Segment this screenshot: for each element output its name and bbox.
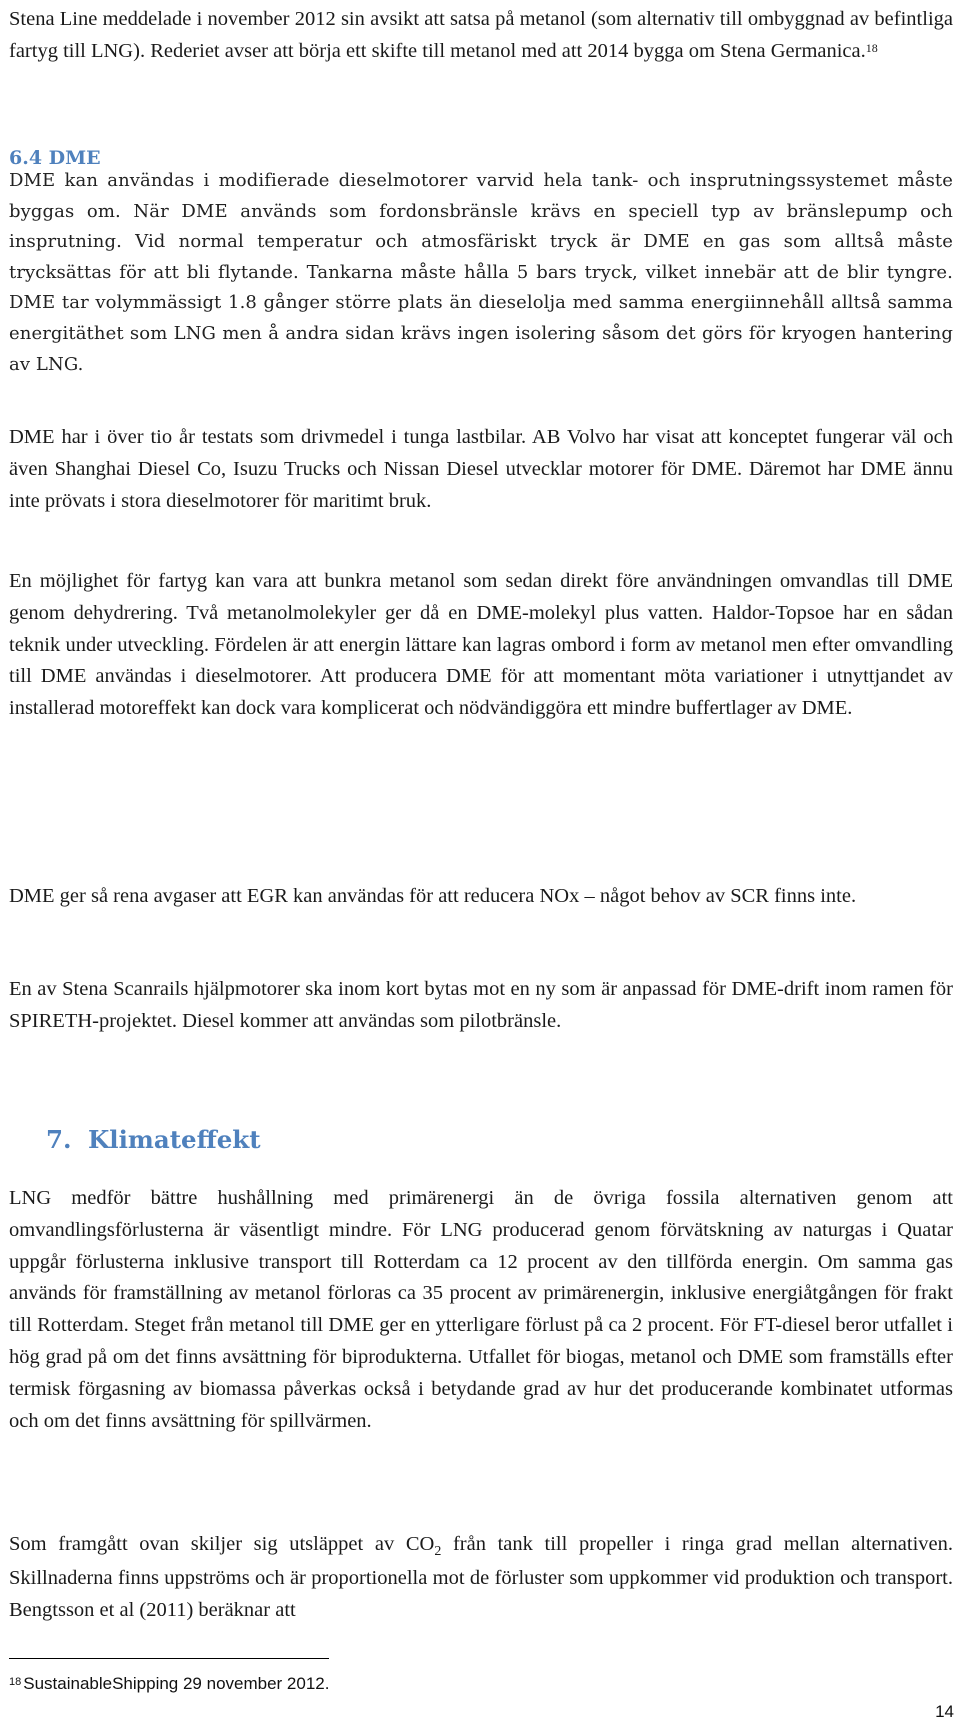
section-heading-6-4: 6.4 DME (9, 147, 101, 169)
footnote (9, 1672, 329, 1696)
co2-text-before: Som framgått ovan skiljer sig utsläppet av CO (9, 1533, 435, 1555)
stena-scanrail-paragraph: En av Stena Scanrails hjälpmotorer ska inom kort bytas mot en ny som är anpassad för DME-drift inom ramen för SPIRETH-projektet. Diesel kommer att användas som pilotbränsle. (9, 978, 953, 1032)
page-number: 14 (935, 1702, 954, 1721)
intro-paragraph (9, 4, 953, 68)
dme-trucks-paragraph: DME har i över tio år testats som drivmedel i tunga lastbilar. AB Volvo har visat att konceptet fungerar väl och även Shanghai Diesel Co, Isuzu Trucks och Nissan Diesel utvecklar motorer för DME. Däremot har DME ännu inte prövats i stora dieselmotorer för maritimt bruk. (9, 426, 953, 512)
climate-paragraph: LNG medför bättre hushållning med primärenergi än de övriga fossila alternativen genom att omvandlingsförlusterna är väsentligt mindre. För LNG producerad genom förvätskning av naturgas i Quatar uppgår förlusterna inklusive transport till Rotterdam ca 12 procent av den tillförda energin. Om samma gas används för framställning av metanol förloras ca 35 procent av primärenergin, inklusive energiåtgången för frakt till Rotterdam. Steget från metanol till DME ger en ytterligare förlust på ca 2 procent. För FT-diesel beror utfallet i hög grad på om det finns avsättning för biprodukterna. Utfallet för biogas, metanol och DME som framställs efter termisk förgasning av biomassa påverkas också i betydande grad av hur det producerande kombinatet utformas och om det finns avsättning för spillvärmen. (9, 1187, 953, 1432)
egr-paragraph: DME ger så rena avgaser att EGR kan användas för att reducera NOx – något behov av SCR finns inte. (9, 885, 857, 907)
footnote-number: 18 (9, 1676, 22, 1688)
methanol-dehydration-paragraph: En möjlighet för fartyg kan vara att bunkra metanol som sedan direkt före användningen omvandlas till DME genom dehydrering. Två metanolmolekyler ger då en DME-molekyl plus vatten. Haldor-Topsoe har en sådan teknik under utveckling. Fördelen är att energin lättare kan lagras ombord i form av metanol men efter omvandling till DME användas i dieselmotorer. Att producera DME för att momentant möta variationer i utnyttjandet av installerad motoreffekt kan dock vara komplicerat och nödvändiggöra ett mindre buffertlager av DME. (9, 570, 953, 720)
co2-subscript: 2 (434, 1544, 442, 1559)
section-heading-7 (46, 1123, 261, 1157)
section-number: 7. (46, 1125, 72, 1154)
intro-text: Stena Line meddelade i november 2012 sin avsikt att satsa på metanol (som alternativ till ombyggnad av befintliga fartyg till LNG). Rederiet avser att börja ett skifte till metanol med att 2014 bygga om Stena Germanica. (9, 8, 953, 62)
co2-paragraph (9, 1529, 953, 1626)
co2-text-after: från tank till propeller i ringa grad mellan alternativen. Skillnaderna finns uppströms och är proportionella mot de förluster som uppkommer vid produktion och transport. Bengtsson et al (2011) beräknar att (9, 1533, 954, 1621)
footnote-separator (9, 1658, 329, 1659)
section-title: Klimateffekt (88, 1125, 261, 1154)
dme-paragraph: DME kan användas i modifierade dieselmotorer varvid hela tank- och insprutningssystemet måste byggas om. När DME används som fordonsbränsle krävs en speciell typ av bränslepump och insprutning. Vid normal temperatur och atmosfäriskt tryck är DME en gas som alltså måste trycksättas för att bli flytande. Tankarna måste hålla 5 bars tryck, vilket innebär att de blir tyngre. DME tar volymmässigt 1.8 gånger större plats än dieselolja med samma energiinnehåll alltså samma energitäthet som LNG men å andra sidan krävs ingen isolering såsom det görs för kryogen hantering av LNG. (9, 170, 953, 375)
footnote-text: SustainableShipping 29 november 2012. (23, 1674, 330, 1693)
footnote-reference: 18 (865, 40, 878, 55)
